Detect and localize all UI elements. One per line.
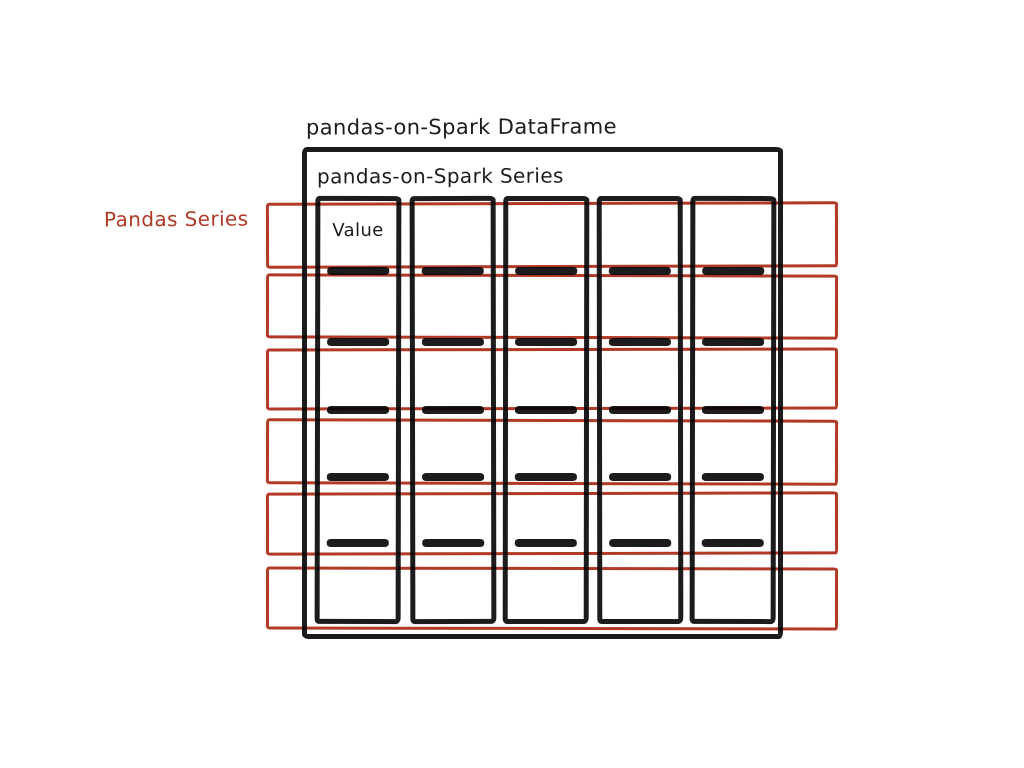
pandas-series-row xyxy=(266,348,838,411)
dataframe-title: pandas-on-Spark DataFrame xyxy=(305,114,617,140)
cell-separator-dash xyxy=(327,338,389,346)
value-cell-label: Value xyxy=(332,219,384,242)
pandas-series-row xyxy=(266,567,838,631)
pandas-series-label: Pandas Series xyxy=(103,206,249,232)
spark-series-label: pandas-on-Spark Series xyxy=(316,163,564,189)
pandas-series-row xyxy=(266,491,838,555)
cell-separator-dash xyxy=(515,338,577,346)
pandas-series-row xyxy=(266,418,838,485)
cell-separator-dash xyxy=(422,338,484,346)
pandas-series-row xyxy=(266,273,838,339)
